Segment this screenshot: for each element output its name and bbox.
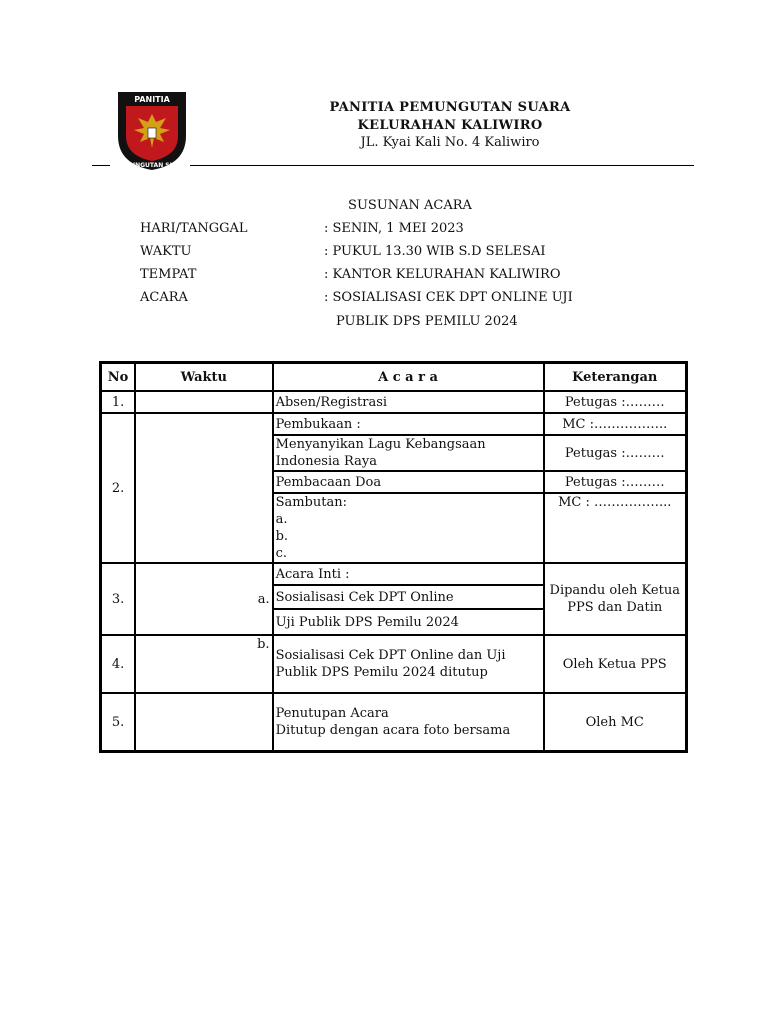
svg-text:PANITIA: PANITIA [134,95,170,104]
header-rule [190,165,694,166]
closing-detail: Ditutup dengan acara foto bersama [275,723,511,738]
event-cell [273,693,544,751]
header-address: JL. Kyai Kali No. 4 Kaliwiro [360,135,540,150]
note-cell: MC :…………….. [544,413,687,435]
sambutan-label: Sambutan: [275,495,347,510]
table-row [101,563,686,585]
column-header-no: No [101,363,135,391]
table-row [101,413,686,435]
info-value: : PUKUL 13.30 WIB S.D SELESAI [324,244,546,259]
sambutan-item: a. [275,512,288,527]
row-number: 4. [101,635,135,693]
event-cell: Uji Publik DPS Pemilu 2024 [273,609,544,635]
time-cell [135,391,272,413]
note-cell: Petugas :……… [544,435,687,471]
info-label: HARI/TANGGAL [140,221,248,236]
sambutan-item: b. [275,529,289,544]
event-cell: Pembukaan : [273,413,544,435]
note-cell: Petugas :……… [544,471,687,493]
svg-text:PEMUNGUTAN SUARA: PEMUNGUTAN SUARA [115,162,189,169]
info-label: ACARA [140,290,188,305]
note-cell: Petugas :……… [544,391,687,413]
table-row [101,635,686,693]
time-cell: b. [135,635,272,693]
event-cell: Sosialisasi Cek DPT Online dan Uji Publik DPS Pemilu 2024 ditutup [273,635,544,693]
info-label: WAKTU [140,244,192,259]
info-value: : SOSIALISASI CEK DPT ONLINE UJI [324,290,573,305]
agenda-title: SUSUNAN ACARA [348,198,472,213]
note-cell: Oleh MC [544,693,687,751]
row-number: 2. [101,413,135,563]
row-number: 3. [101,563,135,635]
event-cell: Absen/Registrasi [273,391,544,413]
info-event-continuation: PUBLIK DPS PEMILU 2024 [336,314,518,329]
time-cell: a. [135,563,272,635]
note-cell: Dipandu oleh Ketua PPS dan Datin [544,563,687,635]
event-cell [273,493,544,563]
closing-title: Penutupan Acara [275,706,389,721]
row-number: 5. [101,693,135,751]
table-row [101,693,686,751]
table-header-row [101,363,686,391]
event-cell: Pembacaan Doa [273,471,544,493]
event-cell: Sosialisasi Cek DPT Online [273,585,544,609]
column-header-acara: A c a r a [273,363,544,391]
event-cell: Menyanyikan Lagu Kebangsaan Indonesia Raya [273,435,544,471]
time-cell [135,693,272,751]
header-line-1: PANITIA PEMUNGUTAN SUARA [329,100,571,115]
column-header-waktu: Waktu [135,363,272,391]
time-cell [135,413,272,563]
row-number: 1. [101,391,135,413]
schedule-table [99,361,688,753]
info-value: : KANTOR KELURAHAN KALIWIRO [324,267,561,282]
header-line-2: KELURAHAN KALIWIRO [357,118,543,133]
info-label: TEMPAT [140,267,197,282]
table-row [101,391,686,413]
header-rule-left [92,165,110,166]
note-cell: Oleh Ketua PPS [544,635,687,693]
info-value: : SENIN, 1 MEI 2023 [324,221,464,236]
note-cell: MC : ……………... [544,493,687,563]
kpu-logo [112,86,192,172]
sambutan-item: c. [275,546,287,561]
event-cell: Acara Inti : [273,563,544,585]
column-header-keterangan: Keterangan [544,363,687,391]
